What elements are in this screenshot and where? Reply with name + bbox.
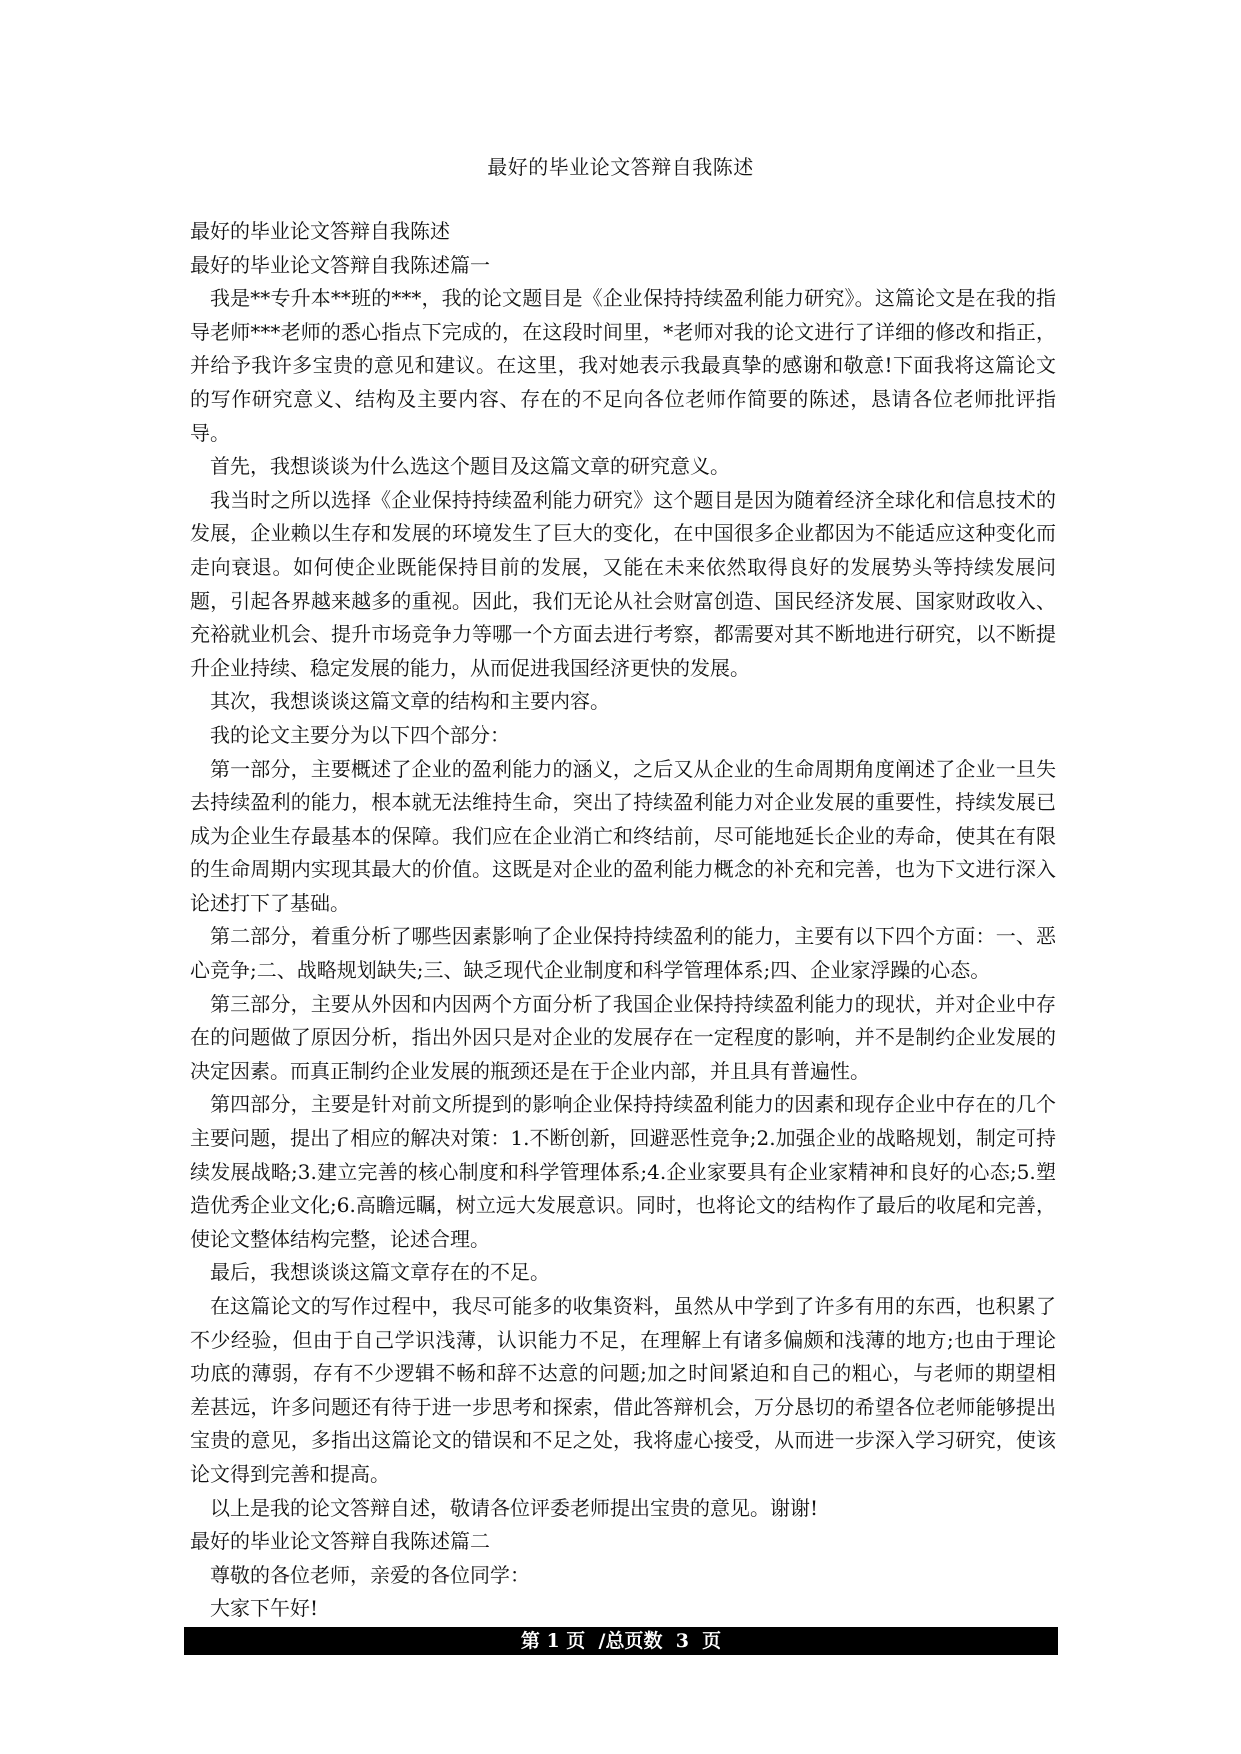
body-paragraph: 最后，我想谈谈这篇文章存在的不足。 [210, 1260, 550, 1285]
body-paragraph: 我的论文主要分为以下四个部分： [210, 722, 510, 747]
body-paragraph: 在这篇论文的写作过程中，我尽可能多的收集资料，虽然从中学到了许多有用的东西，也积累了不少经验，但由于自己学识浅薄，认识能力不足，在理解上有诸多偏颇和浅薄的地方;也由于理论功底的薄弱，存有不少逻辑不畅和辞不达意的问题;加之时间紧迫和自己的粗心，与老师的期望相差甚远，许多问题还有待于进一步思考和探索，借此答辩机会，万分恳切的希望各位老师能够提出宝贵的意见，多指出这篇论文的错误和不足之处，我将虚心接受，从而进一步深入学习研究，使该论文得到完善和提高。 [190, 1294, 1056, 1486]
section-heading: 最好的毕业论文答辩自我陈述篇二 [190, 1529, 490, 1554]
body-paragraph: 我是**专升本**班的***，我的论文题目是《企业保持持续盈利能力研究》。这篇论文是在我的指导老师***老师的悉心指点下完成的，在这段时间里，*老师对我的论文进行了详细的修改和指正，并给予我许多宝贵的意见和建议。在这里，我对她表示我最真挚的感谢和敬意!下面我将这篇论文的写作研究意义、结构及主要内容、存在的不足向各位老师作简要的陈述，恳请各位老师批评指导。 [190, 286, 1056, 445]
section-heading: 最好的毕业论文答辩自我陈述 [190, 219, 450, 243]
page-footer [184, 1627, 1058, 1655]
body-paragraph: 第一部分，主要概述了企业的盈利能力的涵义，之后又从企业的生命周期角度阐述了企业一旦失去持续盈利的能力，根本就无法维持生命，突出了持续盈利能力对企业发展的重要性，持续发展已成为企业生存最基本的保障。我们应在企业消亡和终结前，尽可能地延长企业的寿命，使其在有限的生命周期内实现其最大的价值。这既是对企业的盈利能力概念的补充和完善，也为下文进行深入论述打下了基础。 [190, 756, 1056, 915]
body-paragraph: 尊敬的各位老师，亲爱的各位同学： [210, 1562, 530, 1587]
section-heading: 最好的毕业论文答辩自我陈述篇一 [190, 252, 490, 277]
document-title: 最好的毕业论文答辩自我陈述 [487, 155, 754, 179]
document-body [190, 215, 1056, 1626]
body-paragraph: 首先，我想谈谈为什么选这个题目及这篇文章的研究意义。 [210, 454, 730, 479]
body-paragraph: 我当时之所以选择《企业保持持续盈利能力研究》这个题目是因为随着经济全球化和信息技术的发展，企业赖以生存和发展的环境发生了巨大的变化，在中国很多企业都因为不能适应这种变化而走向衰退。如何使企业既能保持目前的发展，又能在未来依然取得良好的发展势头等持续发展问题，引起各界越来越多的重视。因此，我们无论从社会财富创造、国民经济发展、国家财政收入、充裕就业机会、提升市场竞争力等哪一个方面去进行考察，都需要对其不断地进行研究，以不断提升企业持续、稳定发展的能力，从而促进我国经济更快的发展。 [190, 487, 1056, 680]
body-paragraph: 其次，我想谈谈这篇文章的结构和主要内容。 [210, 689, 610, 714]
body-paragraph: 第二部分，着重分析了哪些因素影响了企业保持持续盈利的能力，主要有以下四个方面：一、恶心竞争;二、战略规划缺失;三、缺乏现代企业制度和科学管理体系;四、企业家浮躁的心态。 [190, 924, 1056, 983]
body-paragraph: 以上是我的论文答辩自述，敬请各位评委老师提出宝贵的意见。谢谢! [210, 1495, 819, 1520]
body-paragraph: 第四部分，主要是针对前文所提到的影响企业保持持续盈利能力的因素和现存企业中存在的几个主要问题，提出了相应的解决对策：1.不断创新，回避恶性竞争;2.加强企业的战略规划，制定可持续发展战略;3.建立完善的核心制度和科学管理体系;4.企业家要具有企业家精神和良好的心态;5.塑造优秀企业文化;6.高瞻远瞩，树立远大发展意识。同时，也将论文的结构作了最后的收尾和完善，使论文整体结构完整，论述合理。 [190, 1092, 1056, 1251]
page-number-text: 第 1 页 /总页数 3 页 [520, 1630, 722, 1652]
body-paragraph: 大家下午好! [210, 1596, 319, 1621]
body-paragraph: 第三部分，主要从外因和内因两个方面分析了我国企业保持持续盈利能力的现状，并对企业中存在的问题做了原因分析，指出外因只是对企业的发展存在一定程度的影响，并不是制约企业发展的决定因素。而真正制约企业发展的瓶颈还是在于企业内部，并且具有普遍性。 [190, 991, 1056, 1083]
